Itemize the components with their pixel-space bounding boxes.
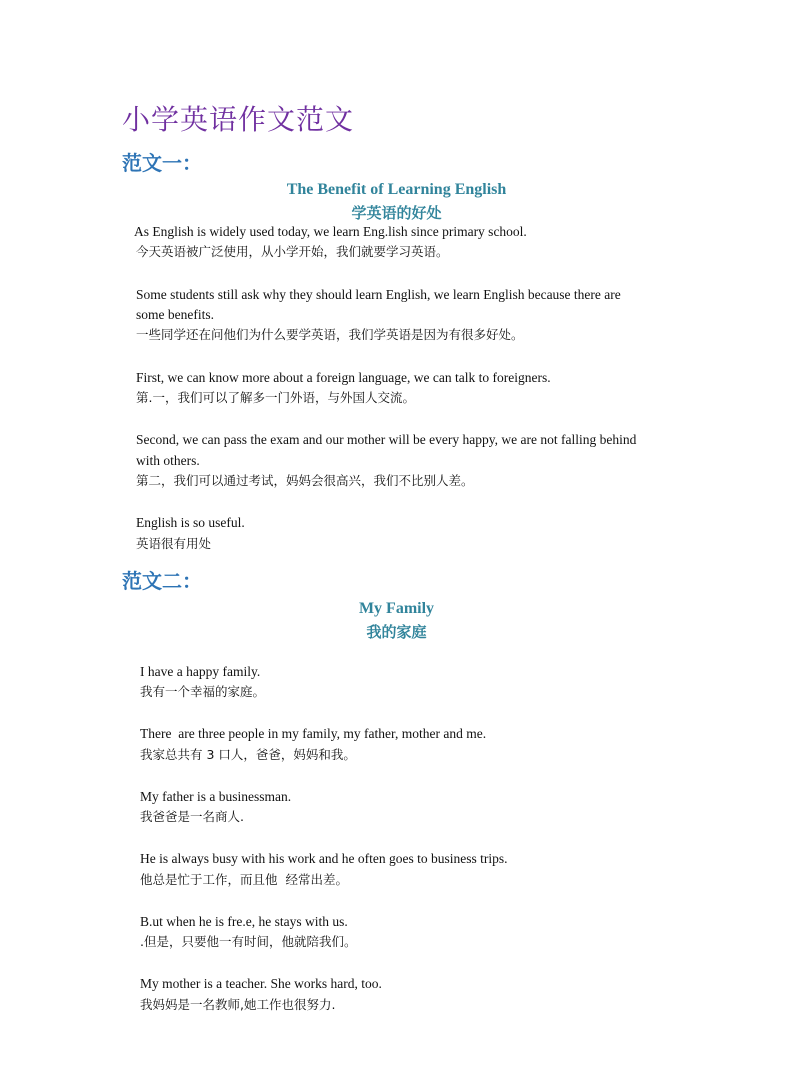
essay-2-title-zh: 我的家庭 bbox=[366, 623, 427, 641]
essay-2-p6-zh: 我妈妈是一名教师,她工作也很努力. bbox=[140, 997, 336, 1012]
essay-2-title-en: My Family bbox=[358, 600, 435, 617]
essay-2-p2-zh: 我家总共有 3 口人，爸爸，妈妈和我。 bbox=[140, 747, 356, 762]
essay-2-p3-en: My father is a businessman. bbox=[140, 789, 292, 804]
essay-1-p4-en-line-2: with others. bbox=[136, 453, 200, 468]
essay-1-p1-zh: 今天英语被广泛使用，从小学开始，我们就要学习英语。 bbox=[136, 244, 449, 259]
essay-1-p2-zh: 一些同学还在问他们为什么要学英语，我们学英语是因为有很多好处。 bbox=[136, 327, 524, 342]
essay-1-p2-en-line-2: some benefits. bbox=[136, 307, 214, 322]
essay-1-p5-en-line-1: English is so useful. bbox=[136, 515, 245, 530]
essay-2-p5-zh: .但是，只要他一有时间，他就陪我们。 bbox=[140, 934, 357, 949]
essay-2-p1-zh: 我有一个幸福的家庭。 bbox=[140, 684, 266, 699]
essay-2-p3-zh: 我爸爸是一名商人. bbox=[140, 809, 244, 824]
essay-1-title-en: The Benefit of Learning English bbox=[286, 181, 507, 198]
essay-1-p1-en-line-1: As English is widely used today, we learn Eng.lish since primary school. bbox=[134, 224, 527, 239]
essay-2-p1-en: I have a happy family. bbox=[140, 664, 261, 679]
essay-1-heading: 范文一： bbox=[122, 151, 202, 175]
essay-1-title-zh: 学英语的好处 bbox=[351, 204, 442, 222]
essay-1-p3-en-line-1: First, we can know more about a foreign language, we can talk to foreigners. bbox=[136, 370, 551, 385]
essay-1-p4-en-line-1: Second, we can pass the exam and our mother will be every happy, we are not falling behind bbox=[136, 432, 637, 447]
essay-1-p5-zh: 英语很有用处 bbox=[136, 536, 212, 551]
essay-1-p2-en-line-1: Some students still ask why they should learn English, we learn English because there are bbox=[136, 287, 621, 302]
essay-2-p4-en: He is always busy with his work and he often goes to business trips. bbox=[140, 851, 508, 866]
essay-2-p6-en: My mother is a teacher. She works hard, too. bbox=[140, 976, 382, 991]
essay-2-p2-en: There are three people in my family, my father, mother and me. bbox=[140, 726, 487, 741]
essay-1-p3-zh: 第.一，我们可以了解多一门外语，与外国人交流。 bbox=[136, 390, 415, 405]
document-title: 小学英语作文范文 bbox=[122, 103, 355, 136]
essay-2-p4-zh: 他总是忙于工作，而且他 经常出差。 bbox=[140, 872, 348, 887]
essay-2-p5-en: B.ut when he is fre.e, he stays with us. bbox=[140, 914, 348, 929]
essay-2-heading: 范文二： bbox=[122, 569, 202, 593]
essay-1-p4-zh: 第二，我们可以通过考试，妈妈会很高兴，我们不比别人差。 bbox=[136, 473, 474, 488]
